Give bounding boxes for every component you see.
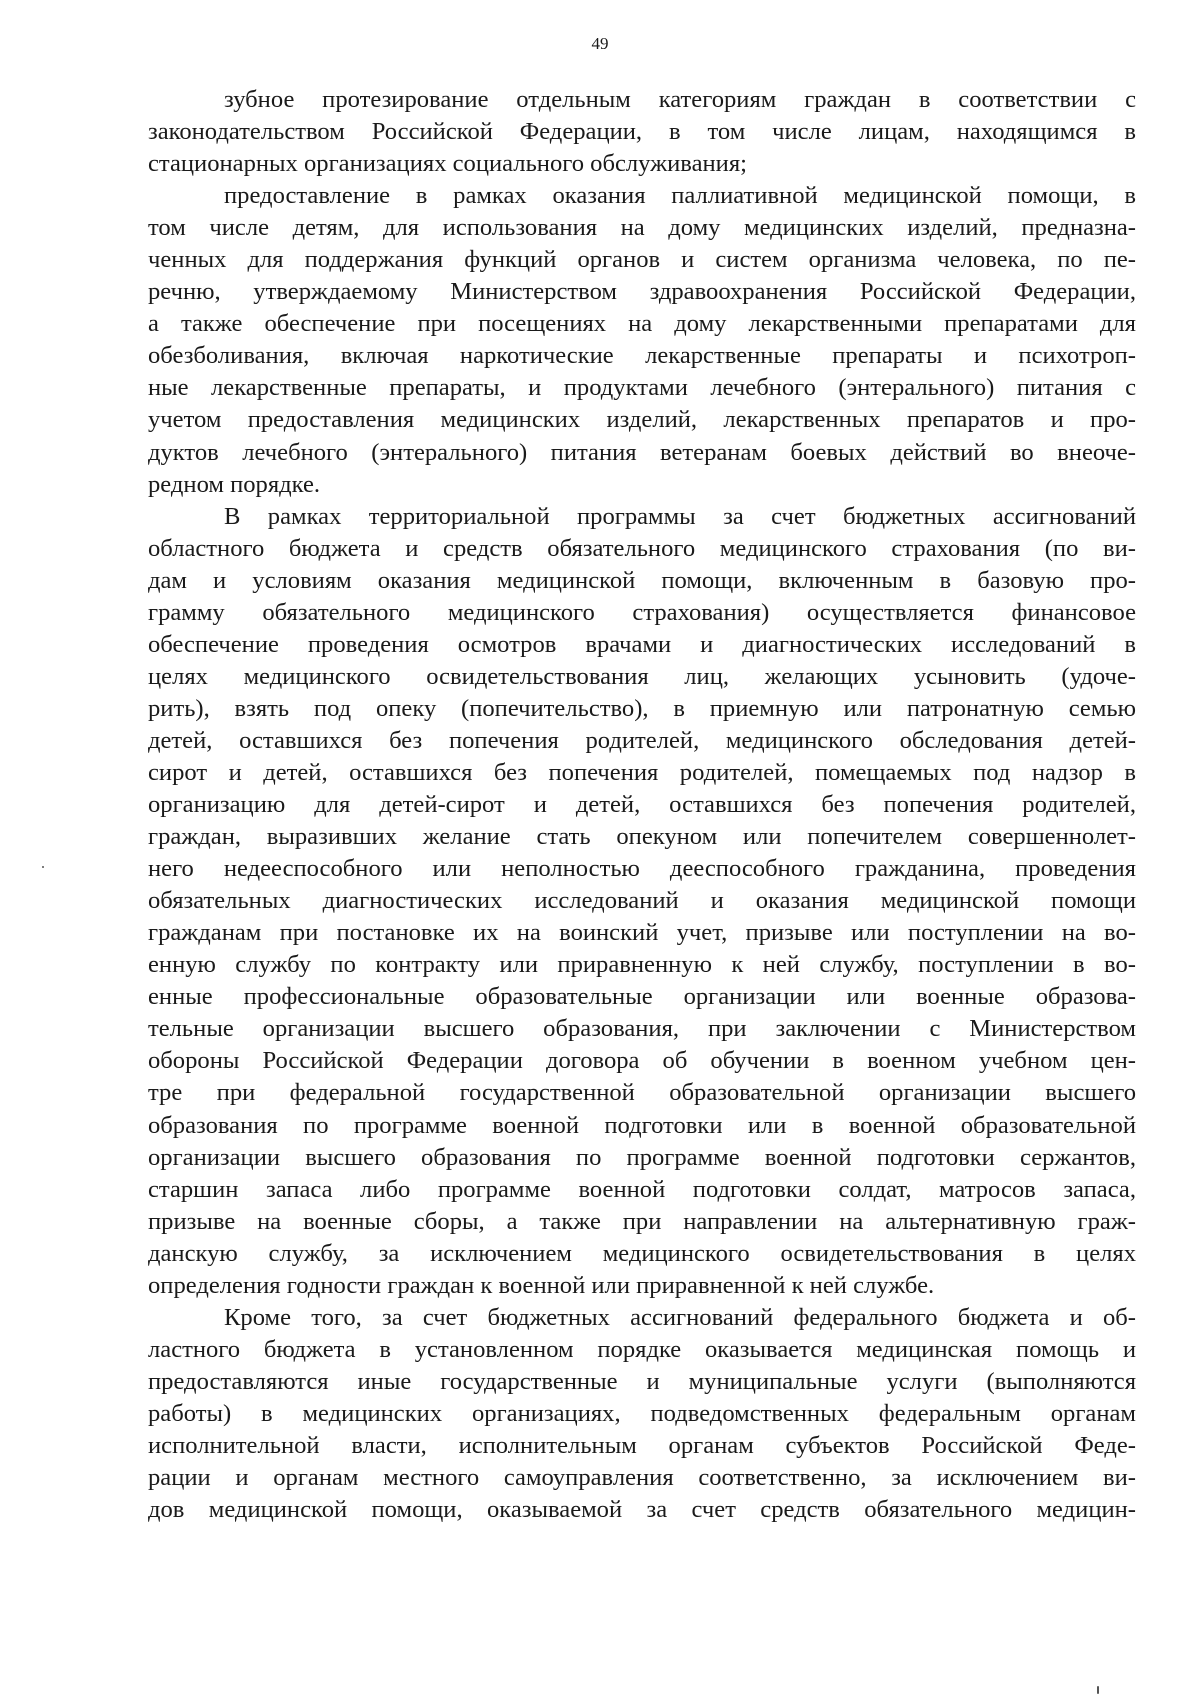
text-line: том числе детям, для использования на дому медицинских изделий, предназна- [148,214,1136,242]
text-line: Кроме того, за счет бюджетных ассигнований федерального бюджета и об- [224,1303,1136,1331]
text-line: работы) в медицинских организациях, подведомственных федеральным органам [148,1399,1136,1427]
text-line: обеспечение проведения осмотров врачами и диагностических исследований в [148,630,1136,658]
text-line: тре при федеральной государственной образовательной организации высшего [148,1079,1136,1107]
text-line: исполнительной власти, исполнительным органам субъектов Российской Феде- [148,1431,1136,1459]
text-line: енные профессиональные образовательные организации или военные образова- [148,983,1136,1011]
text-line: ластного бюджета в установленном порядке оказывается медицинская помощь и [148,1335,1136,1363]
scan-speck [42,866,44,868]
text-line: тельные организации высшего образования, при заключении с Министерством [148,1015,1136,1043]
text-line: целях медицинского освидетельствования лиц, желающих усыновить (удоче- [148,662,1136,690]
text-line: а также обеспечение при посещениях на дому лекарственными препаратами для [148,310,1136,338]
paragraph-territorial-program [148,501,1136,1302]
text-line: редном порядке. [148,470,321,498]
text-line: законодательством Российской Федерации, в том числе лицам, находящимся в [148,118,1136,146]
text-line: предоставляются иные государственные и муниципальные услуги (выполняются [148,1367,1136,1395]
text-line: организацию для детей-сирот и детей, оставшихся без попечения родителей, [148,791,1136,819]
text-line: предоставление в рамках оказания паллиативной медицинской помощи, в [224,182,1136,210]
text-line: стационарных организациях социального обслуживания; [148,150,747,178]
text-line: призыве на военные сборы, а также при направлении на альтернативную граж- [148,1207,1136,1235]
text-line: обязательных диагностических исследований и оказания медицинской помощи [148,887,1136,915]
text-line: зубное протезирование отдельным категориям граждан в соответствии с [224,86,1136,113]
text-line: рации и органам местного самоуправления соответственно, за исключением ви- [148,1464,1136,1492]
text-line: организации высшего образования по программе военной подготовки сержантов, [148,1143,1136,1171]
text-line: дуктов лечебного (энтерального) питания ветеранам боевых действий во внеоче- [148,438,1136,466]
document-body [148,84,1136,1526]
paragraph-dental-prosthetics [148,84,1136,180]
page-number: 49 [591,34,609,53]
text-line: ченных для поддержания функций органов и систем организма человека, по пе- [148,246,1136,274]
scan-speck [1097,1686,1099,1694]
text-line: старшин запаса либо программе военной подготовки солдат, матросов запаса, [148,1175,1136,1203]
paragraph-palliative-care [148,180,1136,500]
text-line: ные лекарственные препараты, и продуктами лечебного (энтерального) питания с [148,374,1136,402]
text-line: областного бюджета и средств обязательного медицинского страхования (по ви- [148,534,1136,562]
text-line: определения годности граждан к военной или приравненной к ней службе. [148,1271,935,1299]
text-line: него недееспособного или неполностью дееспособного гражданина, проведения [148,855,1136,883]
text-line: грамму обязательного медицинского страхования) осуществляется финансовое [148,598,1136,626]
text-line: речню, утверждаемому Министерством здравоохранения Российской Федерации, [148,278,1136,306]
text-line: гражданам при постановке их на воинский учет, призыве или поступлении на во- [148,919,1136,947]
text-line: сирот и детей, оставшихся без попечения родителей, помещаемых под надзор в [148,758,1136,786]
text-line: данскую службу, за исключением медицинского освидетельствования в целях [148,1239,1136,1267]
text-line: рить), взять под опеку (попечительство), в приемную или патронатную семью [148,694,1136,722]
text-line: обезболивания, включая наркотические лекарственные препараты и психотроп- [148,342,1136,370]
text-line: обороны Российской Федерации договора об обучении в военном учебном цен- [148,1047,1136,1075]
text-line: дам и условиям оказания медицинской помощи, включенным в базовую про- [148,566,1136,594]
text-line: граждан, выразивших желание стать опекуном или попечителем совершеннолет- [148,823,1136,851]
text-line: В рамках территориальной программы за счет бюджетных ассигнований [224,502,1136,530]
text-line: образования по программе военной подготовки или в военной образовательной [148,1111,1136,1139]
text-line: детей, оставшихся без попечения родителей, медицинского обследования детей- [148,726,1136,754]
text-line: учетом предоставления медицинских изделий, лекарственных препаратов и про- [148,406,1136,434]
text-line: енную службу по контракту или приравненную к ней службу, поступлении в во- [148,951,1136,979]
paragraph-federal-budget [148,1302,1136,1526]
text-line: дов медицинской помощи, оказываемой за счет средств обязательного медицин- [148,1496,1136,1524]
